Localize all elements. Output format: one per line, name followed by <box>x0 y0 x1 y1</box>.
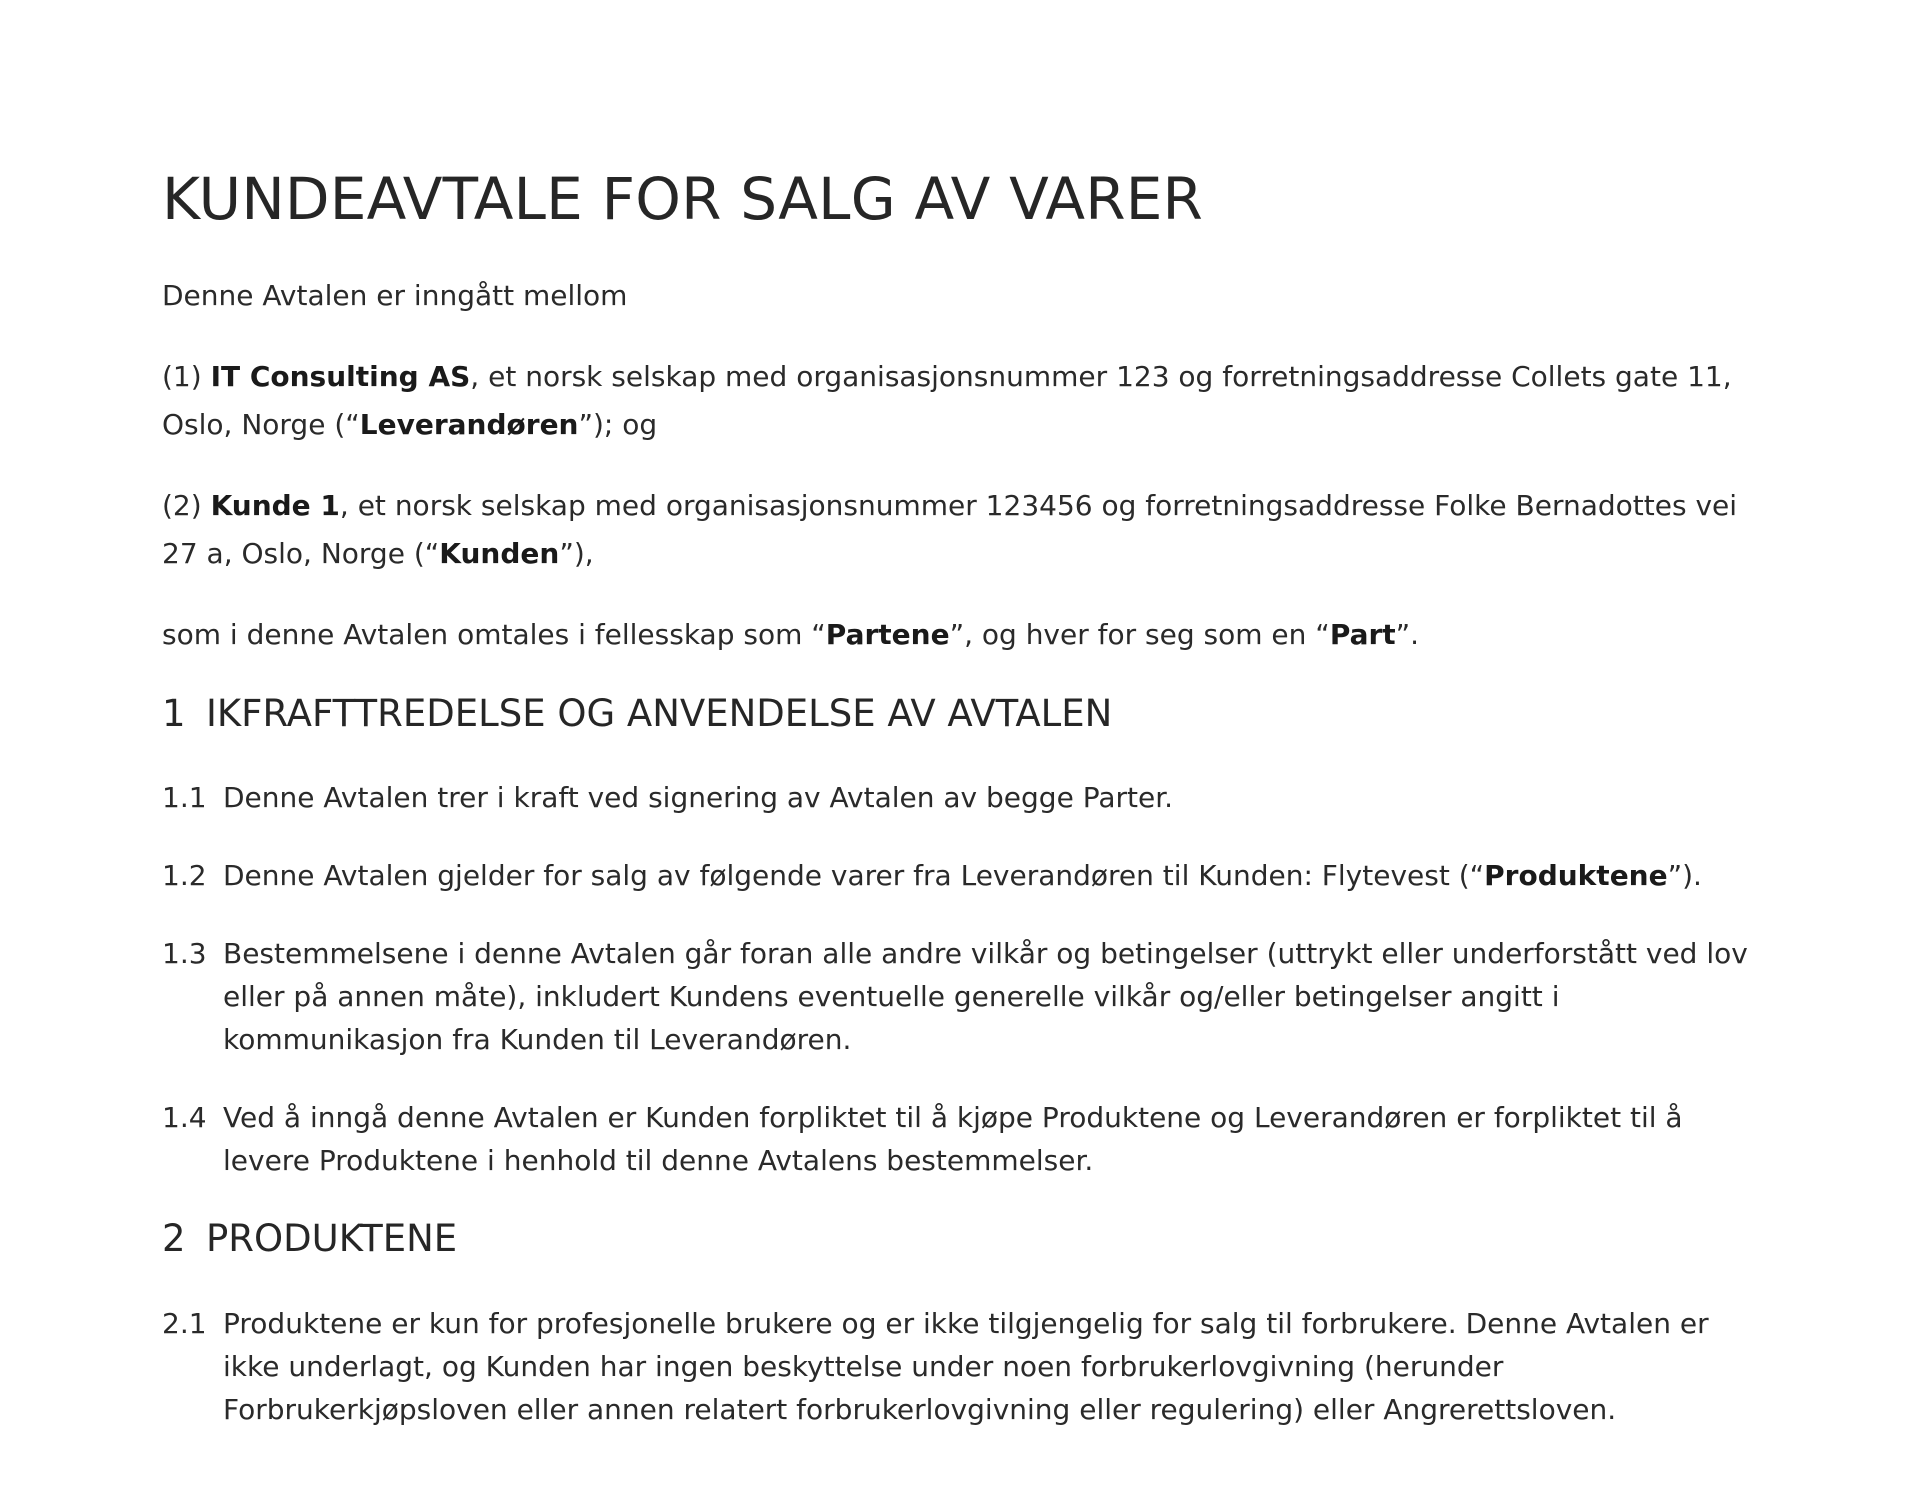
clause-text: Bestemmelsene i denne Avtalen går foran alle andre vilkår og betingelser (uttrykt eller underforstått ved lov eller på annen måte), inkludert Kundens eventuelle generelle vilkår og/eller betingelser angitt i kommunikasjon fra Kunden til Leverandøren. <box>223 937 1748 1057</box>
party-1-defined-term: Leverandøren <box>359 407 579 441</box>
party-1-suffix: ”); og <box>578 407 658 441</box>
party-2-name: Kunde 1 <box>210 488 340 522</box>
clause-1-3 <box>162 932 1762 1061</box>
party-2-defined-term: Kunden <box>439 536 560 570</box>
document <box>162 165 1762 1466</box>
party-1-name: IT Consulting AS <box>210 359 471 393</box>
parties-text-3: ”. <box>1395 617 1420 651</box>
party-2-suffix: ”), <box>559 536 594 570</box>
party-2-prefix: (2) <box>162 488 211 522</box>
party-2-paragraph <box>162 482 1762 578</box>
party-1-paragraph <box>162 353 1762 449</box>
products-defined-term: Produktene <box>1484 859 1668 893</box>
clause-text: Denne Avtalen gjelder for salg av følgende varer fra Leverandøren til Kunden: Flytevest (“ <box>223 859 1485 893</box>
clause-text: Produktene er kun for profesjonelle brukere og er ikke tilgjengelig for salg til forbrukere. Denne Avtalen er ikke underlagt, og Kunden har ingen beskyttelse under noen forbrukerlovgivning (herunder Forbrukerkjøpsloven eller annen relatert forbrukerlovgivning eller regulering) eller Angrerettsloven. <box>223 1306 1709 1426</box>
clause-number: 1.4 <box>162 1101 207 1135</box>
party-1-prefix: (1) <box>162 359 211 393</box>
clause-text: Ved å inngå denne Avtalen er Kunden forpliktet til å kjøpe Produktene og Leverandøren er forpliktet til å levere Produktene i henhold til denne Avtalens bestemmelser. <box>223 1101 1683 1178</box>
clause-number: 1.2 <box>162 859 207 893</box>
clause-number: 1.1 <box>162 781 207 815</box>
section-1-heading <box>162 692 1762 736</box>
clause-text-wrapper <box>223 854 1762 897</box>
parties-text-1: som i denne Avtalen omtales i fellesskap som “ <box>162 617 826 651</box>
clause-number: 1.3 <box>162 937 207 971</box>
clause-text: Denne Avtalen trer i kraft ved signering av Avtalen av begge Parter. <box>223 781 1174 815</box>
section-2-heading <box>162 1217 1762 1261</box>
section-1-title: IKFRAFTTREDELSE OG ANVENDELSE AV AVTALEN <box>206 691 1113 735</box>
section-1-number: 1 <box>162 691 186 735</box>
document-title: KUNDEAVTALE FOR SALG AV VARER <box>162 165 1204 233</box>
clause-1-4 <box>162 1096 1762 1182</box>
clause-number: 2.1 <box>162 1306 207 1340</box>
party-2-text: , et norsk selskap med organisasjonsnummer 123456 og forretningsaddresse Folke Bernadottes vei 27 a, Oslo, Norge (“ <box>162 488 1738 570</box>
section-2-title: PRODUKTENE <box>206 1217 458 1261</box>
parties-definition-paragraph <box>162 611 1762 659</box>
section-2-number: 2 <box>162 1217 186 1261</box>
intro-paragraph: Denne Avtalen er inngått mellom <box>162 278 628 312</box>
clause-1-1 <box>162 776 1762 819</box>
party-1-text: , et norsk selskap med organisasjonsnummer 123 og forretningsaddresse Collets gate 11, Oslo, Norge (“ <box>162 359 1732 441</box>
clause-1-2 <box>162 854 1762 897</box>
clause-suffix: ”). <box>1667 859 1702 893</box>
parties-term: Partene <box>825 617 950 651</box>
parties-text-2: ”, og hver for seg som en “ <box>949 617 1330 651</box>
part-term: Part <box>1329 617 1396 651</box>
clause-2-1 <box>162 1302 1762 1431</box>
